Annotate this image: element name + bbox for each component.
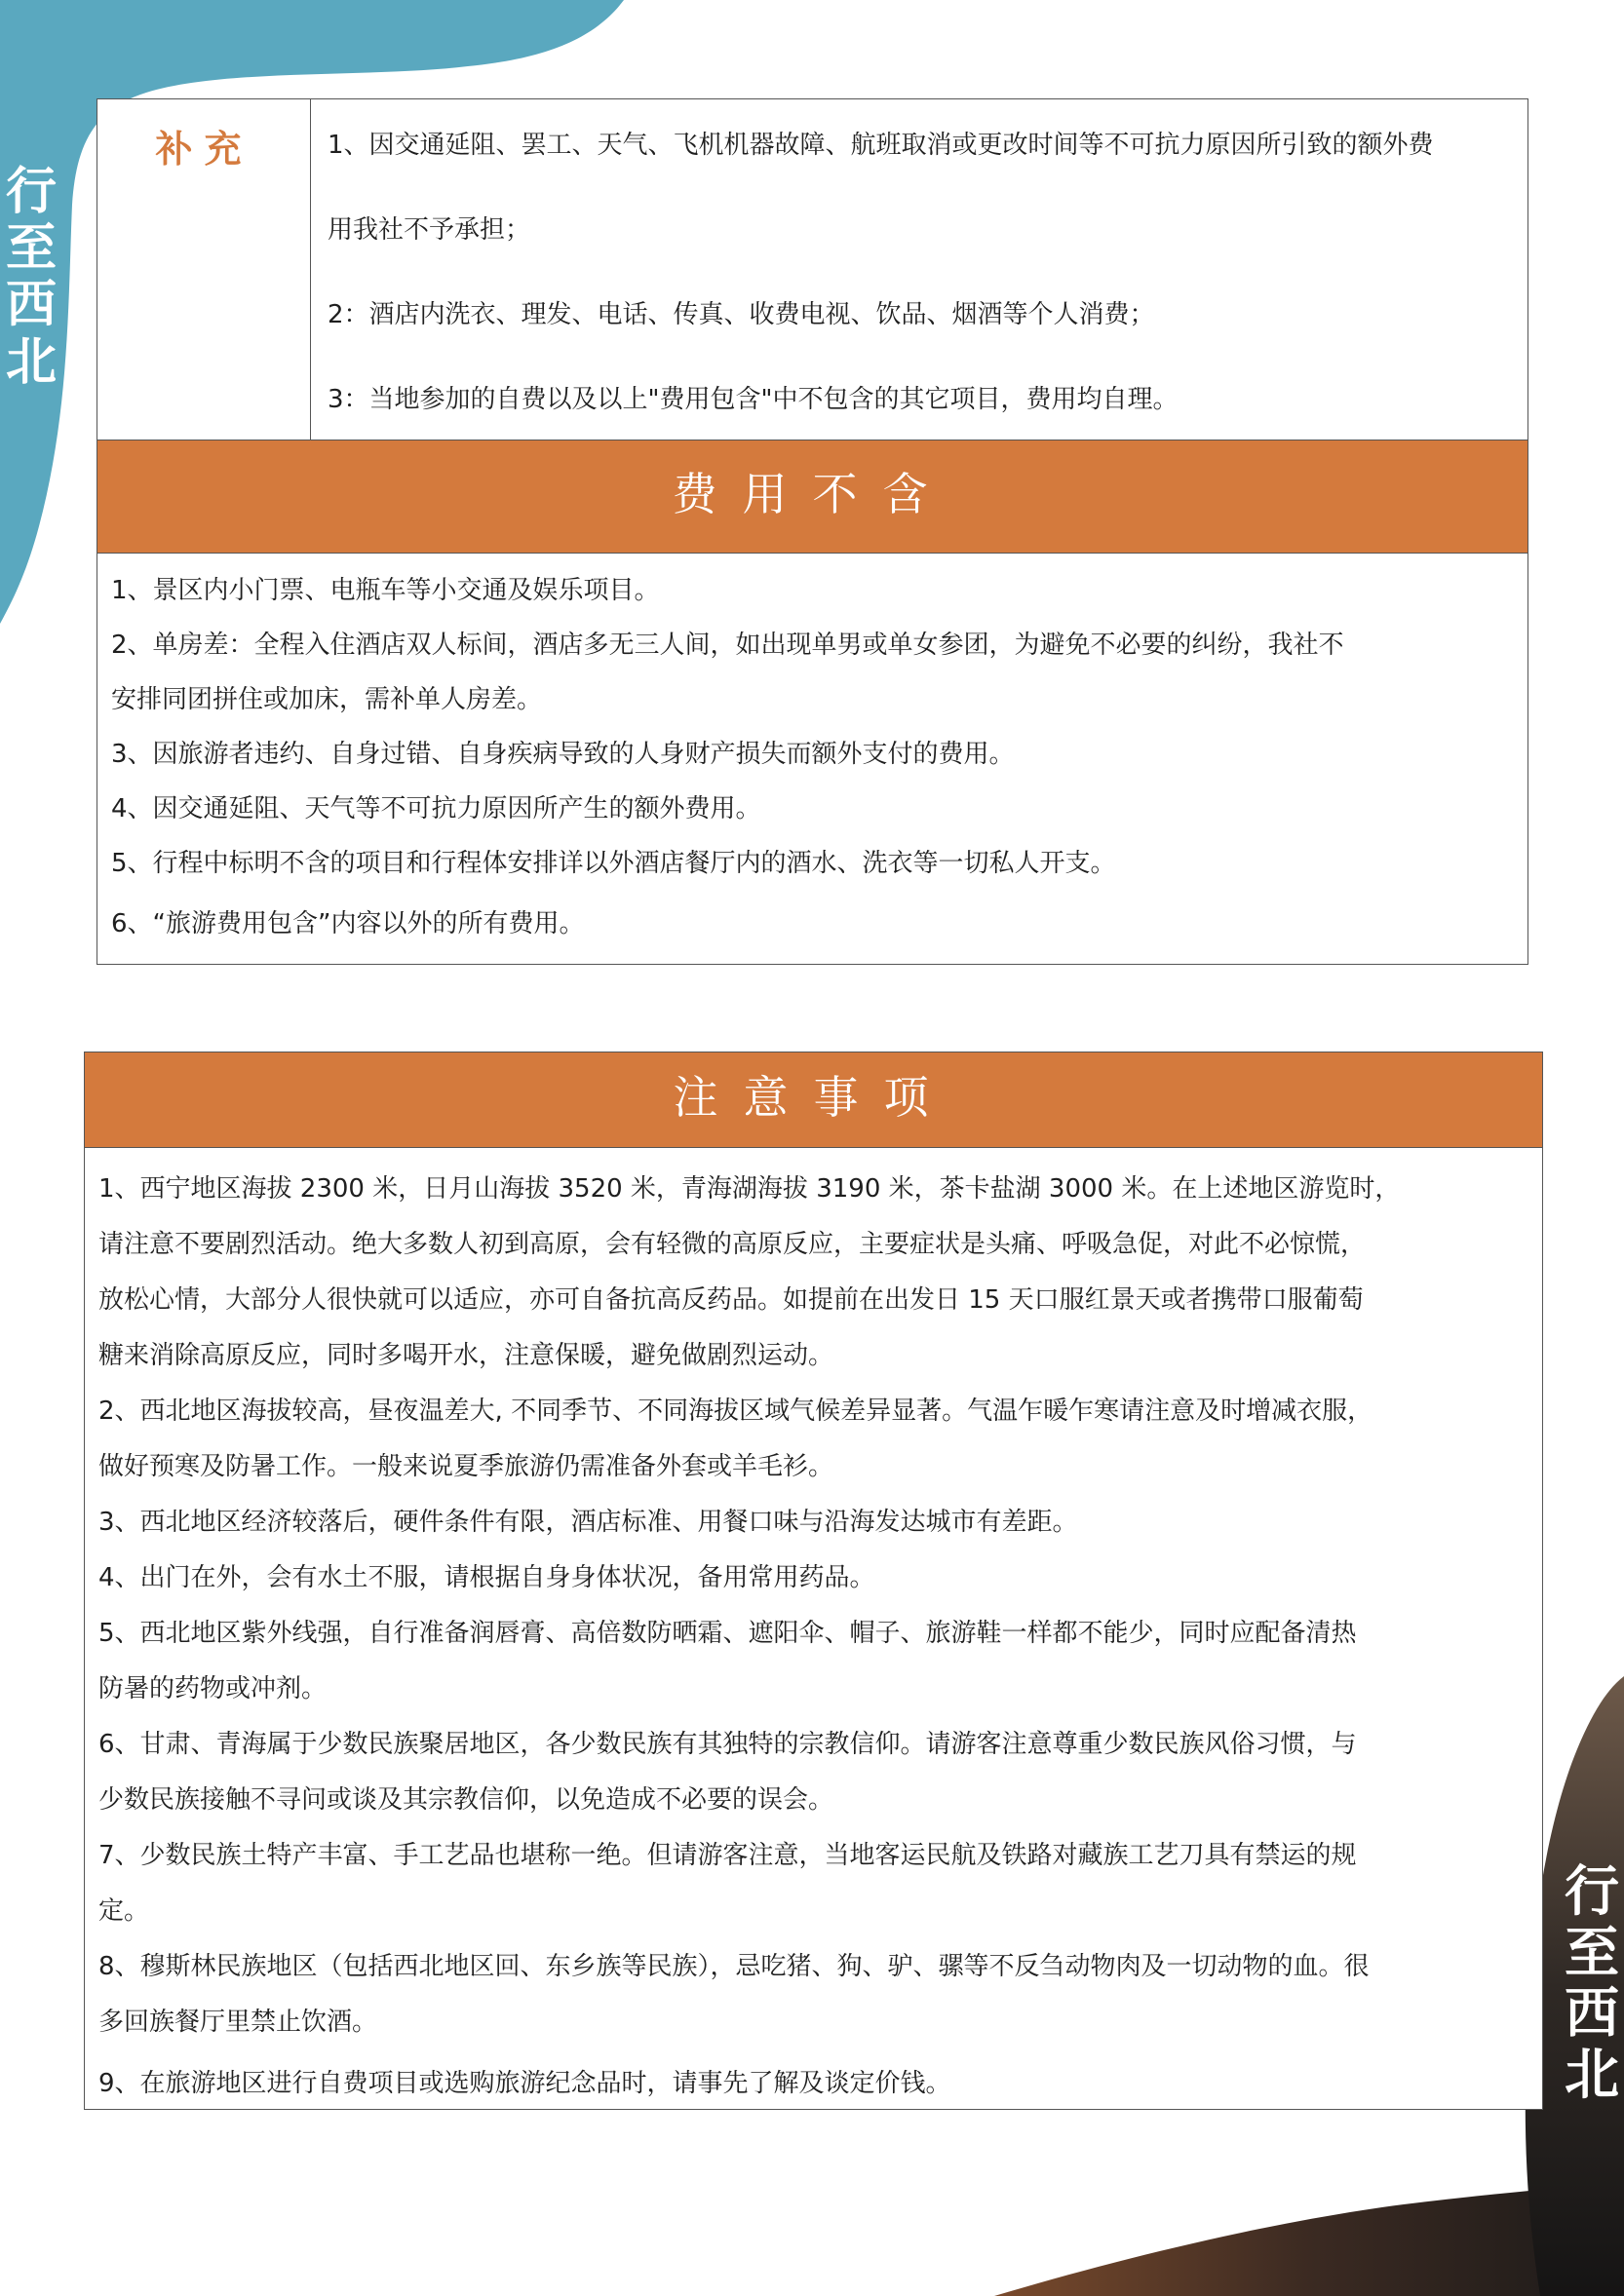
notes-table — [84, 1052, 1543, 2110]
supplement-line: 3：当地参加的自费以及以上"费用包含"中不包含的其它项目，费用均自理。 — [328, 385, 1179, 414]
supplement-label-cell — [97, 99, 311, 440]
exclusion-line: 5、行程中标明不含的项目和行程体安排详以外酒店餐厅内的酒水、洗衣等一切私人开支。 — [111, 849, 1116, 878]
exclusions-list — [111, 563, 1515, 951]
notes-title: 注意事项 — [85, 1052, 1542, 1148]
note-line: 9、在旅游地区进行自费项目或选购旅游纪念品时，请事先了解及谈定价钱。 — [98, 2069, 951, 2098]
note-line: 7、少数民族土特产丰富、手工艺品也堪称一绝。但请游客注意，当地客运民航及铁路对藏族工艺刀具有禁运的规 — [98, 1841, 1357, 1870]
brand-char: 行 — [1565, 1859, 1619, 1924]
note-line: 请注意不要剧烈活动。绝大多数人初到高原，会有轻微的高原反应，主要症状是头痛、呼吸急促，对此不必惊慌， — [98, 1230, 1367, 1259]
note-line: 多回族餐厅里禁止饮酒。 — [98, 2008, 378, 2037]
note-line: 6、甘肃、青海属于少数民族聚居地区，各少数民族有其独特的宗教信仰。请游客注意尊重少数民族风俗习惯，与 — [98, 1730, 1357, 1759]
exclusion-line: 1、景区内小门票、电瓶车等小交通及娱乐项目。 — [111, 576, 660, 605]
note-line: 8、穆斯林民族地区（包括西北地区回、东乡族等民族），忌吃猪、狗、驴、骡等不反刍动物肉及一切动物的血。很 — [98, 1952, 1370, 1981]
brand-char: 至 — [5, 218, 57, 279]
supplement-line: 1、因交通延阻、罢工、天气、飞机机器故障、航班取消或更改时间等不可抗力原因所引致的额外费 — [328, 131, 1434, 160]
brand-vertical-right — [1560, 1861, 1624, 2106]
brand-char: 西 — [5, 275, 57, 335]
exclusion-line: 4、因交通延阻、天气等不可抗力原因所产生的额外费用。 — [111, 794, 761, 823]
note-line: 5、西北地区紫外线强，自行准备润唇膏、高倍数防晒霜、遮阳伞、帽子、旅游鞋一样都不能少，同时应配备清热 — [98, 1619, 1357, 1648]
brand-char: 北 — [5, 331, 57, 392]
brand-char: 至 — [1565, 1920, 1619, 1985]
brand-char: 西 — [1565, 1981, 1619, 2047]
note-line: 定。 — [98, 1896, 150, 1926]
notes-list — [98, 1162, 1531, 2112]
note-line: 防暑的药物或冲剂。 — [98, 1674, 328, 1703]
supplement-line: 用我社不予承担； — [328, 215, 531, 245]
supplement-line: 2：酒店内洗衣、理发、电话、传真、收费电视、饮品、烟酒等个人消费； — [328, 300, 1155, 329]
supplement-row — [97, 99, 1527, 440]
note-line: 3、西北地区经济较落后，硬件条件有限，酒店标准、用餐口味与沿海发达城市有差距。 — [98, 1508, 1078, 1537]
exclusion-line: 6、“旅游费用包含”内容以外的所有费用。 — [111, 909, 585, 938]
brand-char: 行 — [5, 162, 57, 221]
exclusion-line: 安排同团拼住或加床，需补单人房差。 — [111, 685, 543, 714]
brand-char: 北 — [1565, 2043, 1619, 2108]
note-line: 1、西宁地区海拔 2300 米，日月山海拔 3520 米，青海湖海拔 3190 米，茶卡盐湖 3000 米。在上述地区游览时， — [98, 1174, 1401, 1204]
note-line: 4、出门在外，会有水土不服，请根据自身身体状况，备用常用药品。 — [98, 1563, 875, 1592]
note-line: 糖来消除高原反应，同时多喝开水，注意保暖，避免做剧烈运动。 — [98, 1341, 834, 1370]
fee-table — [97, 98, 1528, 965]
note-line: 少数民族接触不寻问或谈及其宗教信仰，以免造成不必要的误会。 — [98, 1785, 834, 1815]
exclusion-line: 2、单房差：全程入住酒店双人标间，酒店多无三人间，如出现单男或单女参团，为避免不必要的纠纷，我社不 — [111, 631, 1344, 660]
note-line: 2、西北地区海拔较高，昼夜温差大, 不同季节、不同海拔区域气候差异显著。气温乍暖乍寒请注意及时增减衣服， — [98, 1397, 1373, 1426]
note-line: 做好预寒及防暑工作。一般来说夏季旅游仍需准备外套或羊毛衫。 — [98, 1452, 834, 1481]
brand-vertical-left — [0, 164, 62, 391]
supplement-content — [328, 121, 1507, 460]
supplement-label: 补充 — [155, 128, 253, 171]
exclusions-title: 费用不含 — [97, 440, 1527, 554]
note-line: 放松心情，大部分人很快就可以适应，亦可自备抗高反药品。如提前在出发日 15 天口服红景天或者携带口服葡萄 — [98, 1285, 1364, 1315]
exclusion-line: 3、因旅游者违约、自身过错、自身疾病导致的人身财产损失而额外支付的费用。 — [111, 740, 1015, 769]
